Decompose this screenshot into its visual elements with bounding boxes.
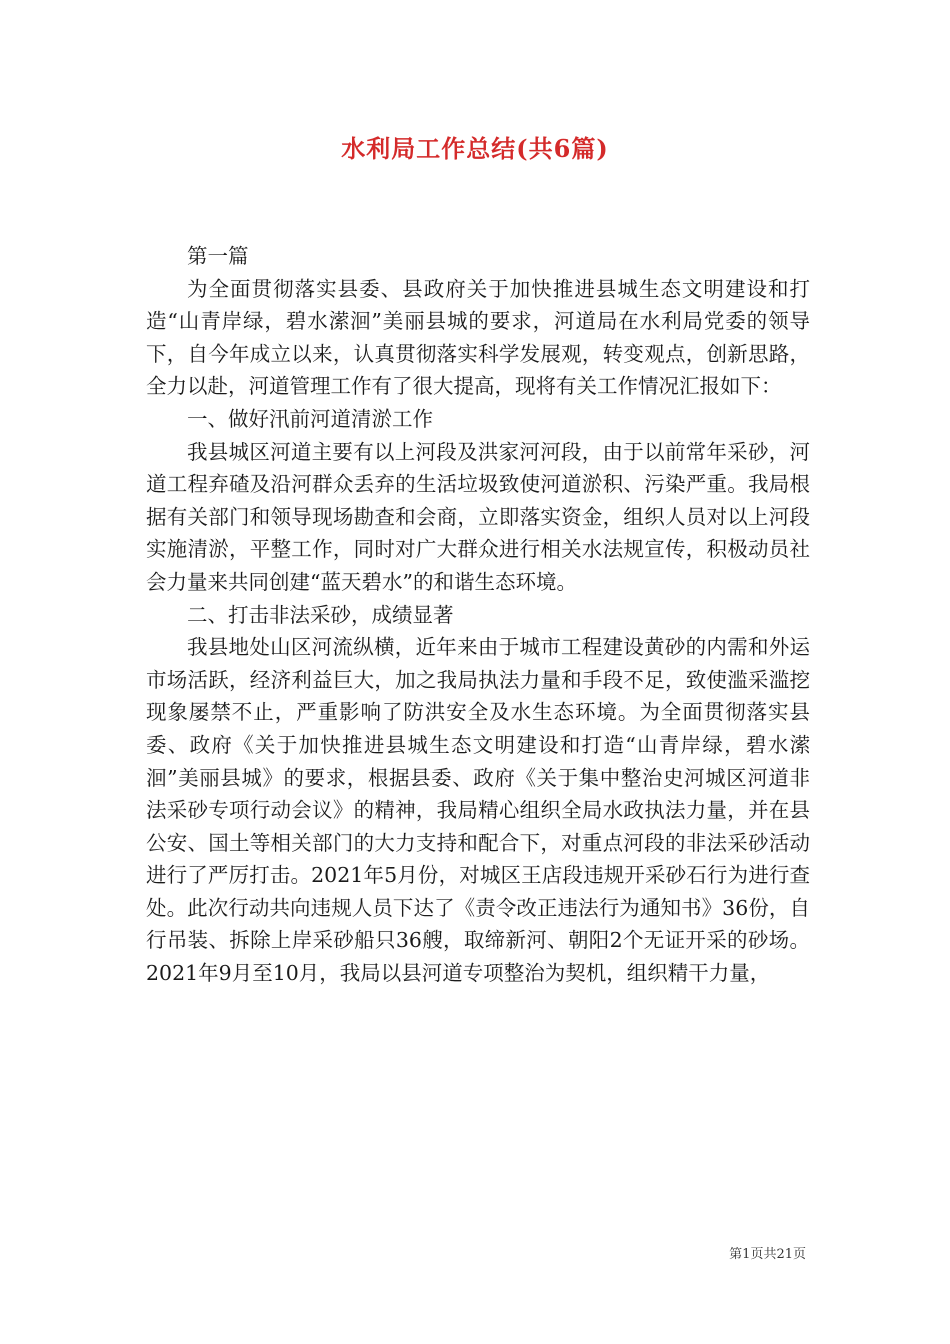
document-title: 水利局工作总结(共6篇) [341, 134, 609, 163]
section-heading-illegal-sand-mining: 二、打击非法采砂，成绩显著 [187, 602, 454, 627]
sand-mining-paragraph: 我县地处山区河流纵横，近年来由于城市工程建设黄砂的内需和外运市场活跃，经济利益巨大，加之我局执法力量和手段不足，致使滥采滥挖现象屡禁不止，严重影响了防洪安全及水生态环境。为全面贯彻落实县委、政府《关于加快推进县城生态文明建设和打造“山青岸绿，碧水潆洄”美丽县城》的要求，根据县委、政府《关于集中整治史河城区河道非法采砂专项行动会议》的精神，我局精心组织全局水政执法力量，并在县公安、国土等相关部门的大力支持和配合下，对重点河段的非法采砂活动进行了严厉打击。2021年5月份，对城区王店段违规开采砂石行为进行查处。此次行动共向违规人员下达了《责令改正违法行为通知书》36份，自行吊装、拆除上岸采砂船只36艘，取缔新河、朝阳2个无证开采的砂场。2021年9月至10月，我局以县河道专项整治为契机，组织精干力量， [146, 635, 810, 986]
intro-paragraph: 为全面贯彻落实县委、县政府关于加快推进县城生态文明建设和打造“山青岸绿，碧水潆洄”美丽县城的要求，河道局在水利局党委的领导下，自今年成立以来，认真贯彻落实科学发展观，转变观点，创新思路，全力以赴，河道管理工作有了很大提高，现将有关工作情况汇报如下： [146, 276, 810, 399]
section-heading-dredging: 一、做好汛前河道清淤工作 [187, 406, 433, 431]
page-number: 第1页共21页 [729, 1247, 806, 1262]
dredging-paragraph: 我县城区河道主要有以上河段及洪家河河段，由于以前常年采砂，河道工程弃碴及沿河群众丢弃的生活垃圾致使河道淤积、污染严重。我局根据有关部门和领导现场勘查和会商，立即落实资金，组织人员对以上河段实施清淤，平整工作，同时对广大群众进行相关水法规宣传，积极动员社会力量来共同创建“蓝天碧水”的和谐生态环境。 [146, 439, 810, 594]
document-body [146, 240, 810, 990]
section-heading-part-one: 第一篇 [187, 244, 249, 268]
